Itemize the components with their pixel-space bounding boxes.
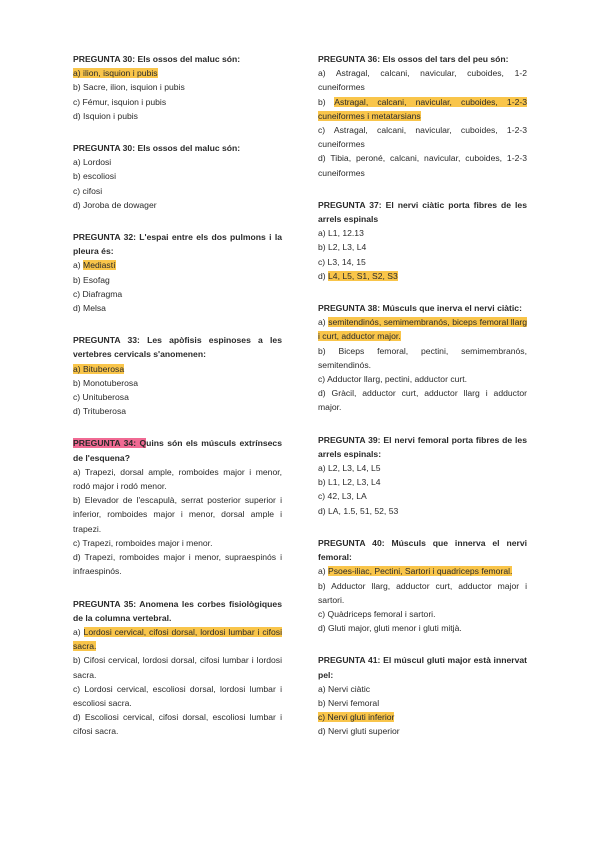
question-title: PREGUNTA 41: El múscul gluti major està innervat pel: [318,655,527,680]
option-prefix: a) [73,260,84,271]
question-41 [318,653,527,738]
option-a: a) Lordosi [73,157,112,168]
question-title: PREGUNTA 32: L'espai entre els dos pulmons i la pleura és: [73,232,282,257]
option-a [73,258,282,272]
option-c: c) Fémur, isquion i pubis [73,96,167,107]
option-c: c) Quàdriceps femoral i sartori. [318,608,436,619]
option-c: c) Trapezi, romboides major i menor. [73,537,213,548]
answer-highlight: Mediastí [83,260,116,271]
question-title-rest: uins són els músculs extrínsecs de l'esquena? [73,438,282,463]
question-title [73,436,282,464]
answer-highlight: L4, L5, S1, S2, S3 [328,270,398,281]
option-a: a) Nervi ciàtic [318,683,371,694]
option-c: c) Adductor llarg, pectini, adductor curt. [318,374,468,385]
option-a: a) L2, L3, L4, L5 [318,463,381,474]
answer-highlight: Lordosi cervical, cifosi dorsal, lordosi lumbar i cifosi sacra. [73,626,282,652]
option-c [318,710,527,724]
option-d: d) Escoliosi cervical, cifosi dorsal, escoliosi lumbar i cifosi sacra. [73,712,282,737]
question-34 [73,436,282,578]
option-d: d) Gràcil, adductor curt, adductor llarg i adductor major. [318,388,527,413]
question-36 [318,52,527,180]
left-column [73,52,282,757]
option-d: d) Trapezi, romboides major i menor, supraespinós i infraespinós. [73,552,282,577]
pink-highlight: PREGUNTA 34: Q [73,438,147,449]
option-a [318,315,527,343]
option-d: d) Joroba de dowager [73,199,157,210]
question-30a [73,52,282,123]
right-column [318,52,527,757]
option-d: d) Tibia, peroné, calcani, navicular, cuboides, 1-2-3 cuneiformes [318,153,527,178]
option-b: b) L2, L3, L4 [318,242,367,253]
question-title: PREGUNTA 38: Músculs que inerva el nervi ciàtic: [318,303,522,314]
question-37 [318,198,527,283]
question-title: PREGUNTA 40: Músculs que innerva el nervi femoral: [318,537,527,563]
answer-highlight: a) Bituberosa [73,363,125,374]
question-39 [318,433,527,518]
question-title: PREGUNTA 36: Els ossos del tars del peu són: [318,54,509,64]
answer-highlight: semitendinós, semimembranós, biceps femoral llarg i curt, adductor major. [318,317,528,342]
question-38 [318,301,527,415]
question-title: PREGUNTA 35: Anomena les corbes fisiològiques de la columna vertebral. [73,598,282,623]
question-35 [73,597,282,739]
option-d: d) LA, 1.5, 51, 52, 53 [318,505,399,516]
option-b: b) Cifosi cervical, lordosi dorsal, cifosi lumbar i lordosi sacra. [73,655,282,680]
option-a [318,564,527,578]
option-a: a) Trapezi, dorsal ample, romboides major i menor, rodó major i rodó menor. [73,466,282,492]
question-33 [73,333,282,418]
option-prefix: b) [318,96,335,107]
question-title: PREGUNTA 37: El nervi ciàtic porta fibres de les arrels espinals [318,199,527,225]
question-30b [73,141,282,212]
option-c: c) Unituberosa [73,392,129,403]
question-32 [73,230,282,315]
option-b: b) L1, L2, L3, L4 [318,477,381,488]
option-prefix: a) [73,626,84,637]
option-d [318,269,527,283]
option-c: c) Lordosi cervical, escoliosi dorsal, lordosi lumbar i escoliosi sacra. [73,683,282,708]
option-a [73,362,282,376]
option-c: c) 42, L3, LA [318,491,367,502]
answer-highlight: Astragal, calcani, navicular, cuboides, 1-2-3 cuneiformes i metatarsians [318,96,527,121]
option-a [73,66,282,80]
question-title: PREGUNTA 39: El nervi femoral porta fibres de les arrels espinals: [318,434,527,459]
option-b: b) Esofag [73,274,110,285]
question-title: PREGUNTA 33: Les apòfisis espinoses a les vertebres cervicals s'anomenen: [73,335,282,360]
answer-highlight: a) ilion, isquion i pubis [73,68,158,79]
option-a: a) L1, 12.13 [318,228,364,239]
answer-highlight: c) Nervi gluti inferior [318,712,395,723]
option-b: b) escoliosi [73,171,116,182]
option-c: c) Astragal, calcani, navicular, cuboides, 1-2-3 cuneiformes [318,125,527,150]
option-b: b) Sacre, ilion, isquion i pubis [73,82,185,93]
option-b: b) Nervi femoral [318,697,380,708]
question-title: PREGUNTA 30: Els ossos del maluc són: [73,143,241,154]
option-a: a) Astragal, calcani, navicular, cuboides, 1-2 cuneiformes [318,68,527,93]
option-prefix: a) [318,317,329,328]
answer-highlight: Psoes-iliac, Pectini, Sartori i quadriceps femoral. [328,566,513,577]
option-d: d) Isquion i pubis [73,110,138,121]
option-b [318,95,527,123]
option-d: d) Nervi gluti superior [318,726,400,737]
option-b: b) Adductor llarg, adductor curt, adductor major i sartori. [318,580,527,605]
option-d: d) Trituberosa [73,406,127,417]
option-d: d) Melsa [73,303,106,314]
option-b: b) Monotuberosa [73,377,138,388]
option-d: d) Gluti major, gluti menor i gluti mitjà. [318,623,462,634]
option-b: b) Elevador de l'escapulà, serrat posterior superior i inferior, romboides major i menor, dorsal ample i trapezi. [73,495,282,534]
option-b: b) Biceps femoral, pectini, semimembranós, semitendinós. [318,345,527,370]
option-c: c) Diafragma [73,288,123,299]
option-c: c) cifosi [73,185,103,196]
option-prefix: a) [318,566,329,577]
question-title: PREGUNTA 30: Els ossos del maluc són: [73,54,241,64]
option-prefix: d) [318,270,329,281]
option-c: c) L3, 14, 15 [318,256,366,267]
option-a [73,625,282,653]
question-40 [318,536,527,635]
